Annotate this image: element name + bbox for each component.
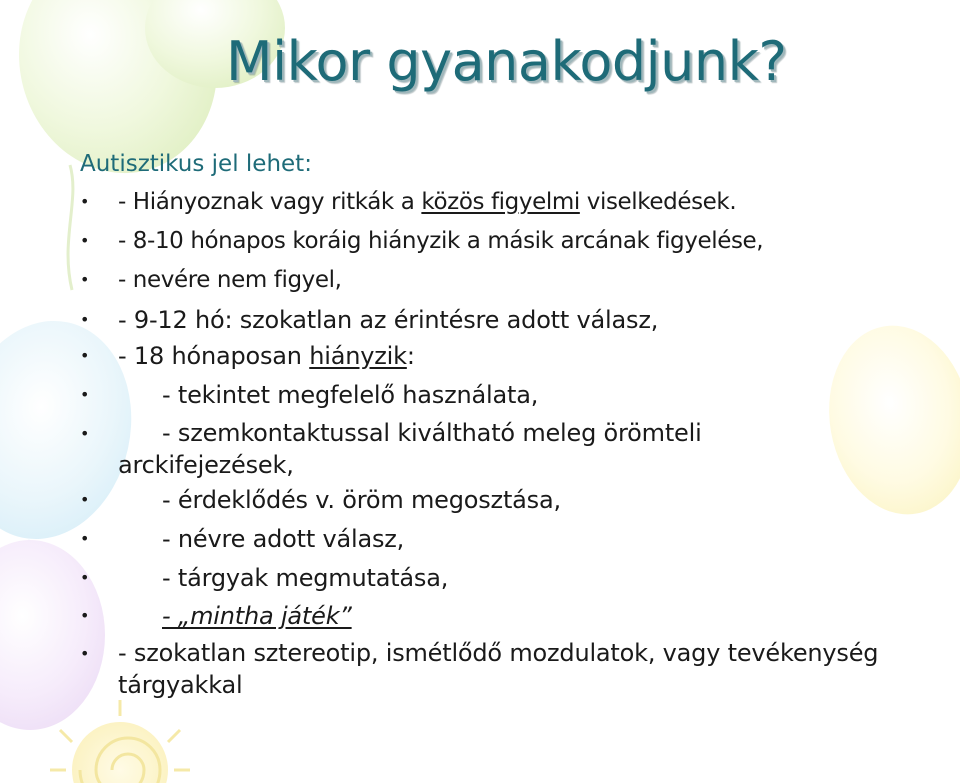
list-item-text: - 9-12 hó: szokatlan az érintésre adott válasz, [118, 306, 659, 334]
list-item-text [118, 339, 948, 373]
underlined-text: hiányzik [309, 342, 407, 370]
bullet-icon: • [80, 346, 90, 365]
bullet-icon: • [80, 231, 90, 250]
list-item-text [118, 185, 948, 219]
bullet-icon: • [80, 606, 90, 625]
intro-text: Autisztikus jel lehet: [80, 151, 312, 177]
bullet-icon: • [80, 490, 90, 509]
bullet-icon: • [80, 192, 90, 211]
list-item-text: - névre adott válasz, [162, 525, 405, 553]
list-item-text: - tekintet megfelelő használata, [162, 381, 539, 409]
list-item-text [118, 599, 960, 633]
bullet-icon: • [80, 568, 90, 587]
bullet-icon: • [80, 385, 90, 404]
text-segment: viselkedések. [579, 189, 737, 215]
bullet-icon: • [80, 424, 90, 443]
text-segment: - Hiányoznak vagy ritkák a [118, 189, 422, 215]
bullet-icon: • [80, 310, 90, 329]
underlined-text: - „mintha játék” [162, 602, 352, 630]
list-item-text: - szemkontaktussal kiváltható meleg örömteli arckifejezések, [118, 419, 702, 479]
list-item-text: - 8-10 hónapos koráig hiányzik a másik arcának figyelése, [118, 228, 764, 254]
list-item-text: - szokatlan sztereotip, ismétlődő mozdulatok, vagy tevékenység tárgyakkal [118, 639, 879, 699]
slide-title: Mikor gyanakodjunk? [226, 30, 787, 93]
bullet-icon: • [80, 270, 90, 289]
text-segment: : [406, 342, 415, 370]
list-item-text: - érdeklődés v. öröm megosztása, [162, 486, 561, 514]
list-item-text: - tárgyak megmutatása, [162, 564, 449, 592]
underlined-text: közös figyelmi [421, 189, 580, 215]
bullet-icon: • [80, 644, 90, 663]
list-item-text: - nevére nem figyel, [118, 267, 342, 293]
bullet-icon: • [80, 529, 90, 548]
text-segment: - 18 hónaposan [118, 342, 310, 370]
